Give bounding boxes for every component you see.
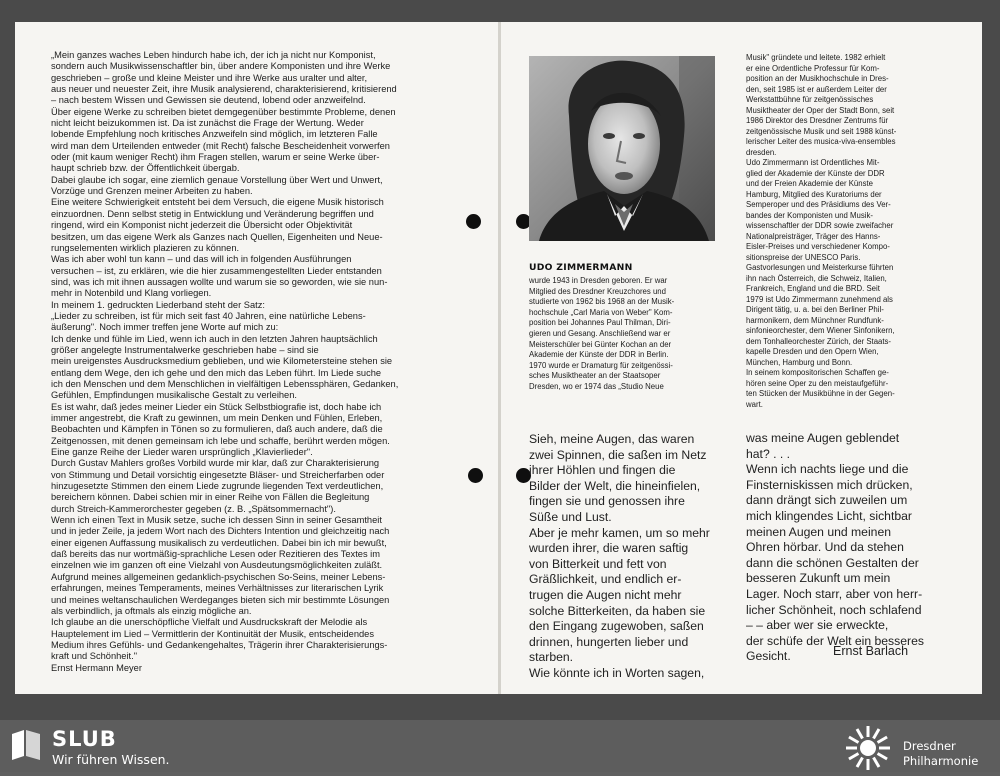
essay-paragraph: „Mein ganzes waches Leben hindurch habe ich, der ich ja nicht nur Komponist, sondern auch Musikwissenschaftler bin, über andere Komponisten und ihre Werke geschrieben – große und kleine Meister und ihre Werke aus uralter und alter, aus neuer und neuester Zeit, ihre Musik analysierend, charakterisierend, kritisierend – nach bestem Wissen und Gewissen sie deutend, lobend oder anzweifelnd. — [51, 50, 397, 106]
essay-signature: Ernst Hermann Meyer — [51, 662, 142, 673]
essay-paragraph: Eine weitere Schwierigkeit entsteht bei dem Versuch, die eigene Musik historisch einzuordnen. Denn selbst stetig in Entwicklung und Veränderung begriffen und ringend, wird ein Komponist nicht jederzeit die Übersicht oder Objektivität besitzen, um das eigene Werk als Ganzes nach Quellen, Eigenheiten und Neue- rungselementen wirklich plazieren zu können. — [51, 197, 384, 253]
essay-paragraph: Ich denke und fühle im Lied, wenn ich auch in den letzten Jahren hauptsächlich größer angelegte Instrumentalwerke geschrieben habe – sind sie mein ureigenstes Ausdrucksmedium geblieben, und wie Kilometersteine stehen sie entlang dem Wege, den ich gehe und den mich das Leben führt. Im Liede suche ich den Menschen und dem Menschlichen in vielfältigen Lebenssphären, Gedanken, Gefühlen, Empfindungen musikalische Gestalt zu verleihen. — [51, 333, 399, 401]
philharmonie-logo-icon — [841, 724, 895, 776]
slub-logo-icon — [10, 728, 44, 766]
essay-paragraph: Aufgrund meines allgemeinen gedanklich-psychischen So-Seins, meiner Lebens- erfahrungen, meines Temperaments, meines Verhältnisses zur literarischen Lyrik und meines weltanschaulichen Werdeganges bieten sich mir bestimmte Lösungen als verbindlich, ja oftmals als einzig mögliche an. — [51, 571, 390, 616]
page-fold — [498, 22, 501, 694]
essay-paragraph: Über eigene Werke zu schreiben bietet demgegenüber bestimmte Probleme, denen nicht leicht beizukommen ist. Da ist zunächst die Frage der Wertung. Weder lobende Empfehlung noch kritisches Anzweifeln sind möglich, im letzteren Falle wird man dem Urteilenden entweder (mit Recht) falsche Bescheidenheit vorwerfen oder (mit kaum weniger Recht) ihm Fragen stellen, warum er seine Werke über- haupt schrieb bzw. der Öffentlichkeit übergab. — [51, 106, 396, 174]
essay-paragraph: Durch Gustav Mahlers großes Vorbild wurde mir klar, daß zur Charakterisierung von Stimmung und Detail vorsichtig eingesetzte Bläser- und Streicherfarben oder hinzugesetzte Stimmen den einem Liede zugrunde liegenden Text verdeutlichen, bereichern können. Dabei schien mir in einer Reihe von Fällen die Begleitung durch Streich-Kammerorchester gegeben (z. B. „Spätsommernacht"). — [51, 458, 385, 514]
slub-wordmark[interactable]: SLUB — [52, 727, 117, 751]
essay-paragraph: Eine ganze Reihe der Lieder waren ursprünglich „Klavierlieder". — [51, 447, 313, 458]
essay-paragraph: Was ich aber wohl tun kann – und das will ich in folgenden Ausführungen versuchen – ist, zu erklären, wie die hier zusammengestellten Lieder entstanden sind, was ich mit ihnen aussagen wollte und warum sie so geworden, wie sie nun- mehr in Notenbild und Klang vorliegen. — [51, 254, 388, 299]
essay-text — [51, 50, 470, 674]
bio-title: UDO ZIMMERMANN — [529, 262, 633, 273]
poem-column-1: Sieh, meine Augen, das waren zwei Spinnen, die saßen im Netz ihrer Höhlen und fingen die Bilder der Welt, die hineinfielen, fingen sie und genossen ihre Süße und Lust. Aber je mehr kamen, um so mehr wurden ihrer, die waren saftig von Bitterkeit und fett von Gräßlichkeit, und endlich er- trugen die Augen nicht mehr solche Bitterkeiten, da haben sie den Eingang zugewoben, saßen drinnen, hungerten lieber und starben. Wie könnte ich in Worten sagen, — [529, 432, 710, 680]
essay-paragraph: „Lieder zu schreiben, ist für mich seit fast 40 Jahren, eine natürliche Lebens- äußerung". Noch immer treffen jene Worte auf mich zu: — [51, 310, 366, 333]
bio-text-part1: wurde 1943 in Dresden geboren. Er war Mitglied des Dresdner Kreuzchores und studierte von 1962 bis 1968 an der Musik- hochschule „Carl Maria von Weber" Kom- position bei Johannes Paul Thilman, Diri- gieren und Gesang. Anschließend war er Meisterschüler bei Günter Kochan an der Akademie der Künste der DDR in Berlin. 1970 wurde er Dramaturg für zeitgenössi- sches Musiktheater an der Staatsoper Dresden, wo er 1974 das „Studio Neue — [529, 276, 675, 391]
slub-tagline: Wir führen Wissen. — [52, 752, 170, 767]
essay-paragraph: Ich glaube an die unerschöpfliche Vielfalt und Ausdruckskraft der Melodie als Hauptelement im Lied – Vermittlerin der Kontinuität der Musik, entscheidendes Medium ihres Gefühls- und Gedankengehaltes, Trägerin ihrer Charakterisierungs- kraft und Schönheit." — [51, 617, 388, 662]
essay-paragraph: Es ist wahr, daß jedes meiner Lieder ein Stück Selbstbiografie ist, doch habe ich immer angestrebt, die Kraft zu gewinnen, um mein Denken und Fühlen, Erleben, Beobachten und Kämpfen in Tönen so zu formulieren, daß auch andere, daß die Zeitgenossen, mit denen gemeinsam ich lebe und schaffe, berührt werden mögen. — [51, 401, 390, 446]
poem-author: Ernst Barlach — [833, 644, 909, 658]
philharmonie-wordmark[interactable]: Dresdner Philharmonie — [903, 739, 979, 768]
essay-paragraph: Wenn ich einen Text in Musik setze, suche ich dessen Sinn in seiner Gesamtheit und in jeder Zeile, ja jedem Wort nach des Dichters Intention und gleichzeitig nach einer eigenen Auffassung musikalisch zu verdeutlichen. Dabei bin ich mir bewußt, daß bereits das nur wortmäßig-sprachliche Lesen oder Rezitieren des Textes im einzelnen wie im ganzen oft eine Vielzahl von Ausdeutungsmöglichkeiten zuläßt. — [51, 515, 390, 571]
portrait-photo — [529, 56, 715, 241]
punch-hole — [468, 468, 483, 483]
essay-paragraph: In meinem 1. gedruckten Liederband steht der Satz: — [51, 299, 265, 310]
poem-column-2: was meine Augen geblendet hat? . . . Wenn ich nachts liege und die Finsterniskissen mich drücken, dann drängt sich zuweilen um mich klingendes Licht, sichtbar meinen Augen und meinen Ohren hörbar. Und da stehen dann die schönen Gestalten der besseren Zukunft um mein Lager. Noch starr, aber von herr- licher Schönheit, noch schlafend – – aber wer sie erweckte, der schüfe der Welt ein besseres Gesicht. — [746, 431, 924, 664]
essay-paragraph: Dabei glaube ich sogar, eine ziemlich genaue Vorstellung über Wert und Unwert, Vorzüge und Grenzen meiner Arbeiten zu haben. — [51, 174, 383, 197]
bio-text-part2: Musik" gründete und leitete. 1982 erhielt er eine Ordentliche Professur für Kom- position an der Musikhochschule in Dres- den, seit 1985 ist er außerdem Leiter der Werkstattbühne für zeitgenössisches Musiktheater der Oper der Stadt Bonn, seit 1986 Direktor des Dresdner Zentrums für zeitgenössische Musik und seit 1988 künst- lerischer Leiter des musica-viva-ensembles dresden. Udo Zimmermann ist Ordentliches Mit- glied der Akademie der Künste der DDR und der Freien Akademie der Künste Hamburg, Mitglied des Kuratoriums der Semperoper und des Präsidiums des Ver- bandes der Komponisten und Musik- wissenschaftler der DDR sowie zweifacher Nationalpreisträger, Träger des Hanns- Eisler-Preises und verschiedener Kompo- sitionspreise der UNESCO Paris. Gastvorlesungen und Meisterkurse führten ihn nach Österreich, die Schweiz, Italien, Frankreich, England und die BRD. Seit 1979 ist Udo Zimmermann zunehmend als Dirigent tätig, u. a. bei den Berliner Phil- harmonikern, dem Münchner Rundfunk- sinfonieorchester, dem Wiener Sinfonikern, dem Tonhalleorchester Zürich, der Staats- kapelle Dresden und den Opern Wien, München, Hamburg und Bonn. In seinem kompositorischen Schaffen ge- hören seine Oper zu den meistaufgeführ- ten Stücken der Musikbühne in der Gegen- wart. — [746, 53, 897, 409]
